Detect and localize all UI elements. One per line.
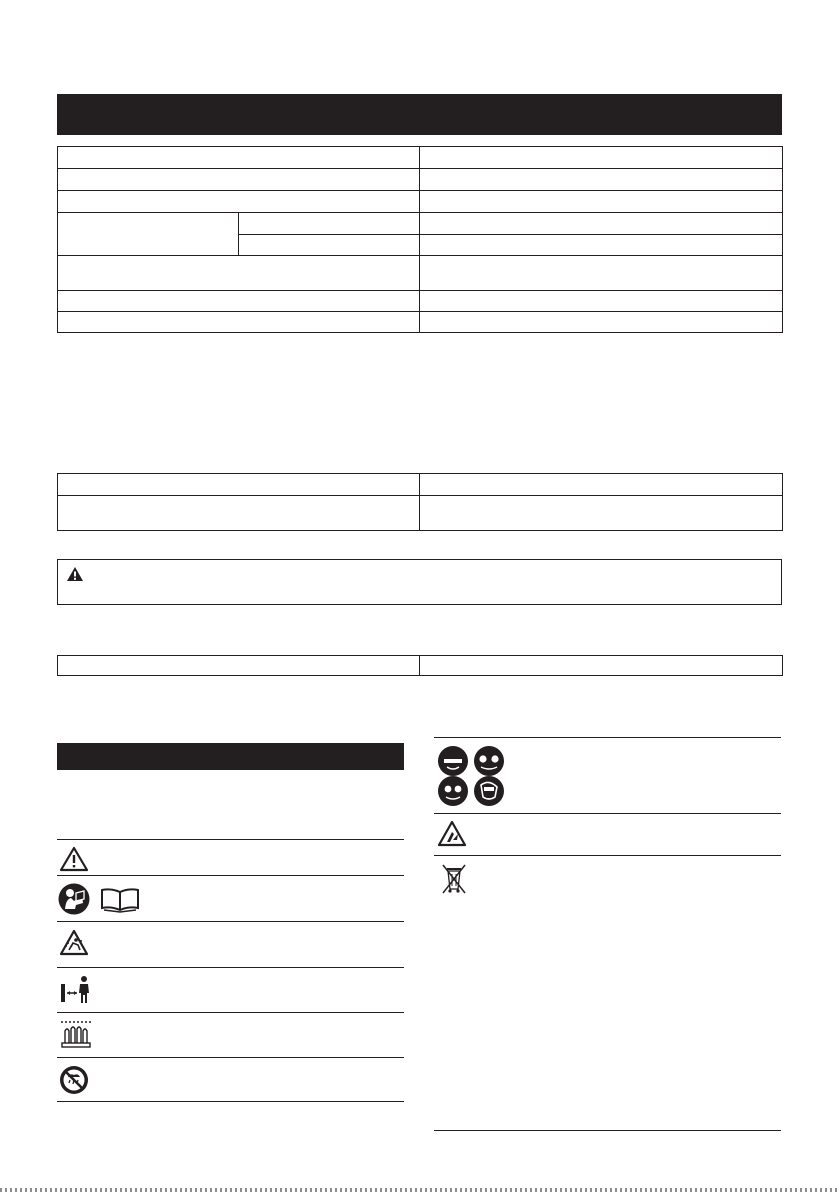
flying-debris-icon bbox=[59, 929, 89, 957]
spec-label bbox=[58, 191, 420, 213]
spec-sublabel bbox=[239, 213, 420, 235]
divider bbox=[57, 875, 404, 876]
no-rain-icon bbox=[59, 1065, 89, 1095]
symbols-header-bar bbox=[57, 743, 404, 770]
battery-label bbox=[58, 496, 420, 531]
open-book-icon bbox=[100, 887, 140, 913]
table-row bbox=[58, 191, 783, 213]
spec-label bbox=[58, 147, 420, 169]
spec-sublabel bbox=[239, 235, 420, 256]
divider bbox=[57, 1012, 404, 1013]
warning-triangle-icon bbox=[66, 566, 84, 582]
eye-ear-protection-icon bbox=[437, 745, 505, 807]
spec-value bbox=[420, 191, 783, 213]
single-row-label bbox=[58, 656, 420, 676]
page-bottom-edge bbox=[0, 1188, 840, 1192]
weee-crossed-bin-icon bbox=[440, 863, 468, 895]
keep-distance-icon bbox=[60, 975, 92, 1005]
spec-value bbox=[420, 235, 783, 256]
table-row bbox=[58, 213, 783, 235]
divider bbox=[57, 921, 404, 922]
divider bbox=[434, 737, 781, 738]
spec-label bbox=[58, 312, 420, 333]
spec-value bbox=[420, 147, 783, 169]
table-row bbox=[58, 474, 783, 496]
cut-hazard-icon bbox=[437, 820, 467, 848]
single-row-table bbox=[57, 655, 783, 676]
table-row bbox=[58, 291, 783, 312]
spec-label bbox=[58, 256, 420, 291]
specifications-header-bar bbox=[57, 94, 782, 135]
divider bbox=[57, 1057, 404, 1058]
table-row bbox=[58, 312, 783, 333]
divider bbox=[434, 813, 781, 814]
battery-label bbox=[58, 474, 420, 496]
table-row bbox=[58, 656, 783, 676]
spec-label bbox=[58, 169, 420, 191]
divider bbox=[57, 1101, 404, 1102]
specifications-table bbox=[57, 146, 783, 333]
spec-value bbox=[420, 291, 783, 312]
battery-value bbox=[420, 496, 783, 531]
caution-triangle-icon bbox=[59, 846, 89, 872]
table-row bbox=[58, 147, 783, 169]
table-row bbox=[58, 169, 783, 191]
spec-label bbox=[58, 291, 420, 312]
spec-value bbox=[420, 213, 783, 235]
table-row bbox=[58, 256, 783, 291]
divider bbox=[434, 1130, 781, 1131]
divider bbox=[57, 967, 404, 968]
battery-value bbox=[420, 474, 783, 496]
divider bbox=[434, 855, 781, 856]
warning-box bbox=[57, 559, 782, 605]
table-row bbox=[58, 496, 783, 531]
battery-table bbox=[57, 473, 783, 531]
spec-value bbox=[420, 256, 783, 291]
spec-value bbox=[420, 169, 783, 191]
single-row-value bbox=[420, 656, 783, 676]
spec-value bbox=[420, 312, 783, 333]
divider bbox=[57, 839, 404, 840]
read-manual-icon bbox=[58, 883, 90, 915]
hot-surface-icon bbox=[59, 1019, 93, 1049]
spec-label bbox=[58, 213, 239, 256]
